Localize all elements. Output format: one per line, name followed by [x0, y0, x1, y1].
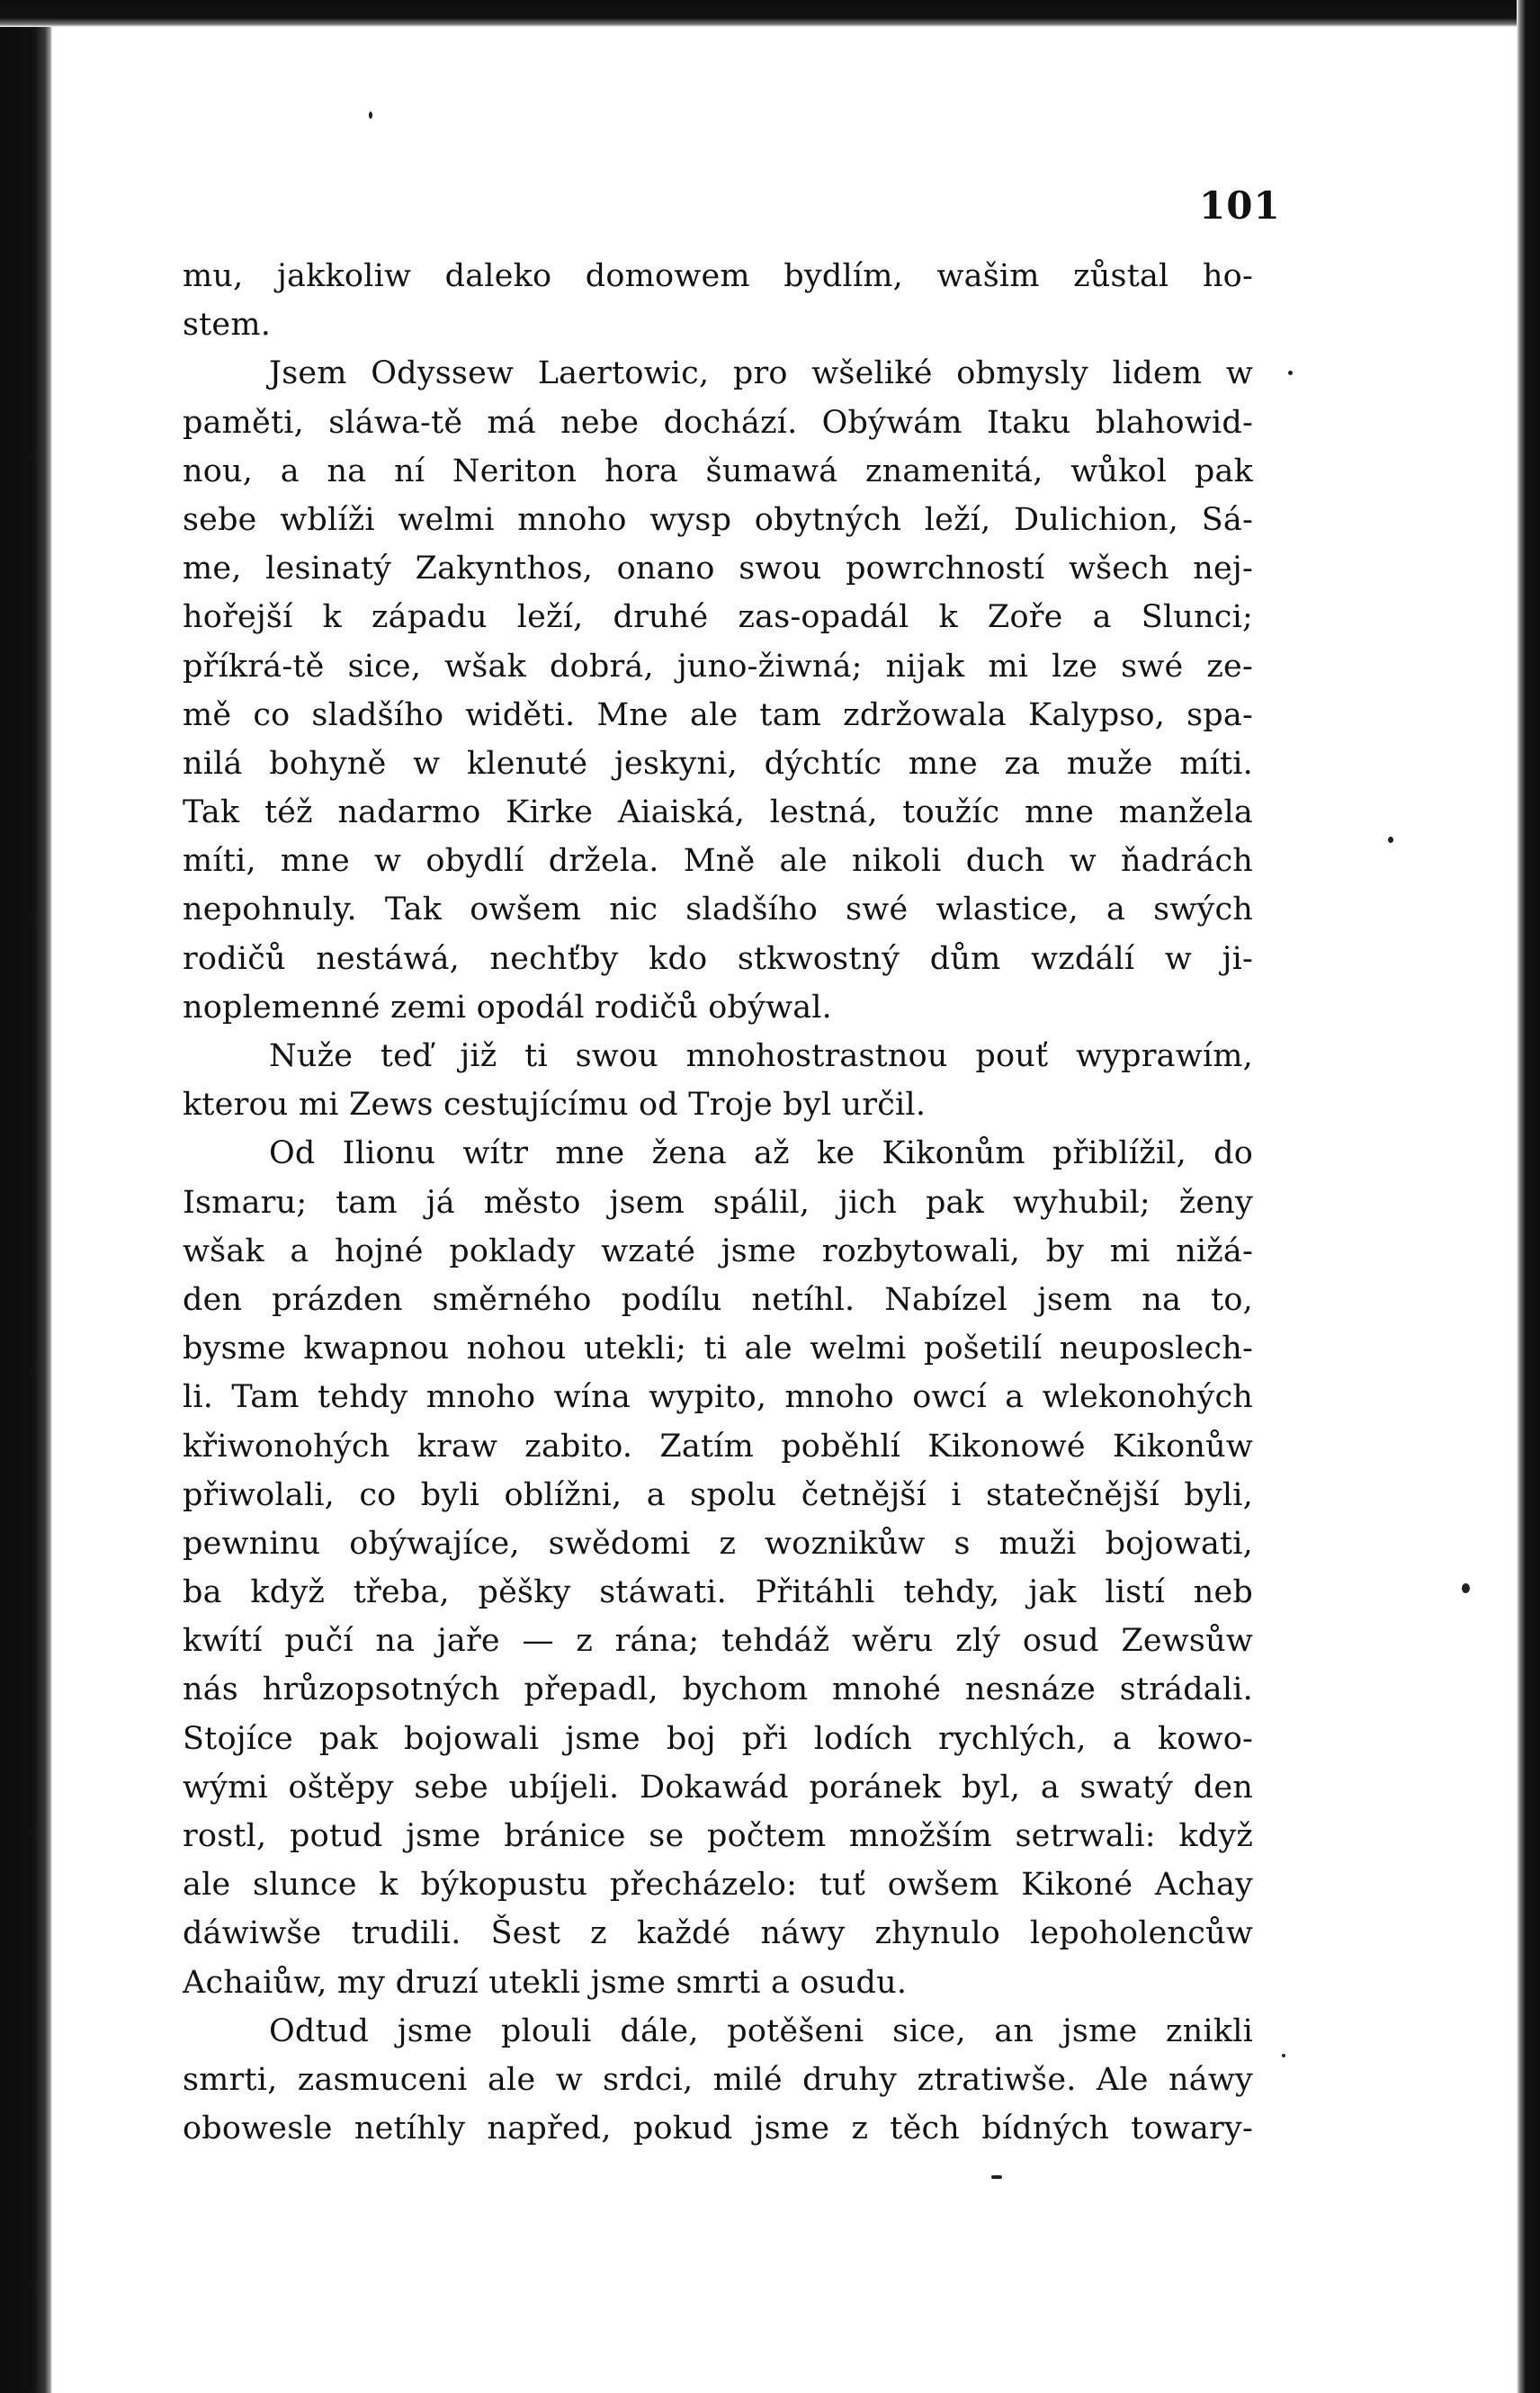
text-line: obowesle netíhly napřed, pokud jsme z těch bídných towary-	[183, 2111, 1253, 2147]
text-line: rodičů nestáwá, nechťby kdo stkwostný dům wzdálí w ji-	[183, 940, 1253, 977]
text-line: ba když třeba, pěšky stáwati. Přitáhli tehdy, jak listí neb	[183, 1574, 1253, 1611]
text-line: noplemenné zemi opodál rodičů obýwal.	[183, 989, 833, 1026]
text-line: Od Ilionu wítr mne žena až ke Kikonům přiblížil, do	[269, 1135, 1253, 1172]
text-line: sebe wblíži welmi mnoho wysp obytných leží, Dulichion, Sá-	[183, 501, 1253, 538]
text-line: hořejší k západu leží, druhé zas-opadál k Zoře a Slunci;	[183, 599, 1253, 636]
text-line: bysme kwapnou nohou utekli; ti ale welmi pošetilí neuposlech-	[183, 1331, 1253, 1367]
text-line: Jsem Odyssew Laertowic, pro wšeliké obmysly lidem w	[269, 355, 1253, 392]
text-line: nás hrůzopsotných přepadl, bychom mnohé nesnáze strádali.	[183, 1672, 1253, 1708]
text-line: nepohnuly. Tak owšem nic sladšího swé wlastice, a swých	[183, 892, 1253, 928]
text-line: ale slunce k býkopustu přecházelo: tuť owšem Kikoné Achay	[183, 1867, 1253, 1904]
text-line: me, lesinatý Zakynthos, onano swou powrchností wšech nej-	[183, 551, 1253, 587]
text-line: míti, mne w obydlí držela. Mně ale nikoli duch w ňadrách	[183, 843, 1253, 880]
text-line: li. Tam tehdy mnoho wína wypito, mnoho owcí a wlekonohých	[183, 1379, 1253, 1416]
text-line: Stojíce pak bojowali jsme boj při lodích rychlých, a kowo-	[183, 1720, 1253, 1757]
text-line: přiwolali, co byli oblížni, a spolu četnější i statečnější byli,	[183, 1476, 1253, 1513]
text-line: pewninu obýwajíce, swědomi z woznikůw s muži bojowati,	[183, 1525, 1253, 1562]
text-line: mu, jakkoliw daleko domowem bydlím, wašim zůstal ho-	[183, 258, 1253, 294]
text-line: příkrá-tě sice, wšak dobrá, juno-žiwná; nijak mi lze swé ze-	[183, 648, 1253, 685]
text-line: nou, a na ní Neriton hora šumawá znamenitá, wůkol pak	[183, 453, 1253, 489]
scan-speck	[1282, 2054, 1285, 2057]
text-line: smrti, zasmuceni ale w srdci, milé druhy ztratiwše. Ale náwy	[183, 2061, 1253, 2098]
body-text	[183, 252, 1253, 2153]
text-line: mě co sladšího widěti. Mne ale tam zdržowala Kalypso, spa-	[183, 696, 1253, 733]
text-line: nilá bohyně w klenuté jeskyni, dýchtíc mne za muže míti.	[183, 745, 1253, 782]
scan-speck	[369, 112, 372, 119]
text-line: Ismaru; tam já město jsem spálil, jich pak wyhubil; ženy	[183, 1184, 1253, 1221]
text-line: den prázden směrného podílu netíhl. Nabízel jsem na to,	[183, 1281, 1253, 1318]
text-line: stem.	[183, 307, 272, 344]
text-line: rostl, potud jsme bránice se počtem množším setrwali: když	[183, 1818, 1253, 1854]
text-line: Tak též nadarmo Kirke Aiaiská, lestná, toužíc mne manžela	[183, 794, 1253, 831]
text-line: wými oštěpy sebe ubíjeli. Dokawád poránek byl, a swatý den	[183, 1769, 1253, 1806]
scan-speck	[991, 2175, 1002, 2179]
text-line: Achaiůw, my druzí utekli jsme smrti a osudu.	[183, 1964, 908, 2001]
scan-speck	[1462, 1583, 1470, 1593]
text-line: Nuže teď již ti swou mnohostrastnou pouť wyprawím,	[269, 1038, 1253, 1074]
text-line: kwítí pučí na jaře — z rána; tehdáž wěru zlý osud Zewsůw	[183, 1623, 1253, 1660]
text-line: Odtud jsme plouli dále, potěšeni sice, an jsme znikli	[269, 2012, 1253, 2049]
text-line: dáwiwše trudili. Šest z každé náwy zhynulo lepoholencůw	[183, 1915, 1253, 1952]
page-number: 101	[1199, 184, 1281, 228]
text-line: křiwonohých kraw zabito. Zatím poběhlí Kikonowé Kikonůw	[183, 1428, 1253, 1465]
text-line: kterou mi Zews cestujícímu od Troje byl určil.	[183, 1087, 927, 1124]
text-line: paměti, sláwa-tě má nebe dochází. Obýwám Itaku blahowid-	[183, 404, 1253, 441]
scan-speck	[1288, 371, 1293, 375]
text-line: wšak a hojné poklady wzaté jsme rozbytowali, by mi nižá-	[183, 1232, 1253, 1269]
scan-speck	[1388, 837, 1393, 843]
